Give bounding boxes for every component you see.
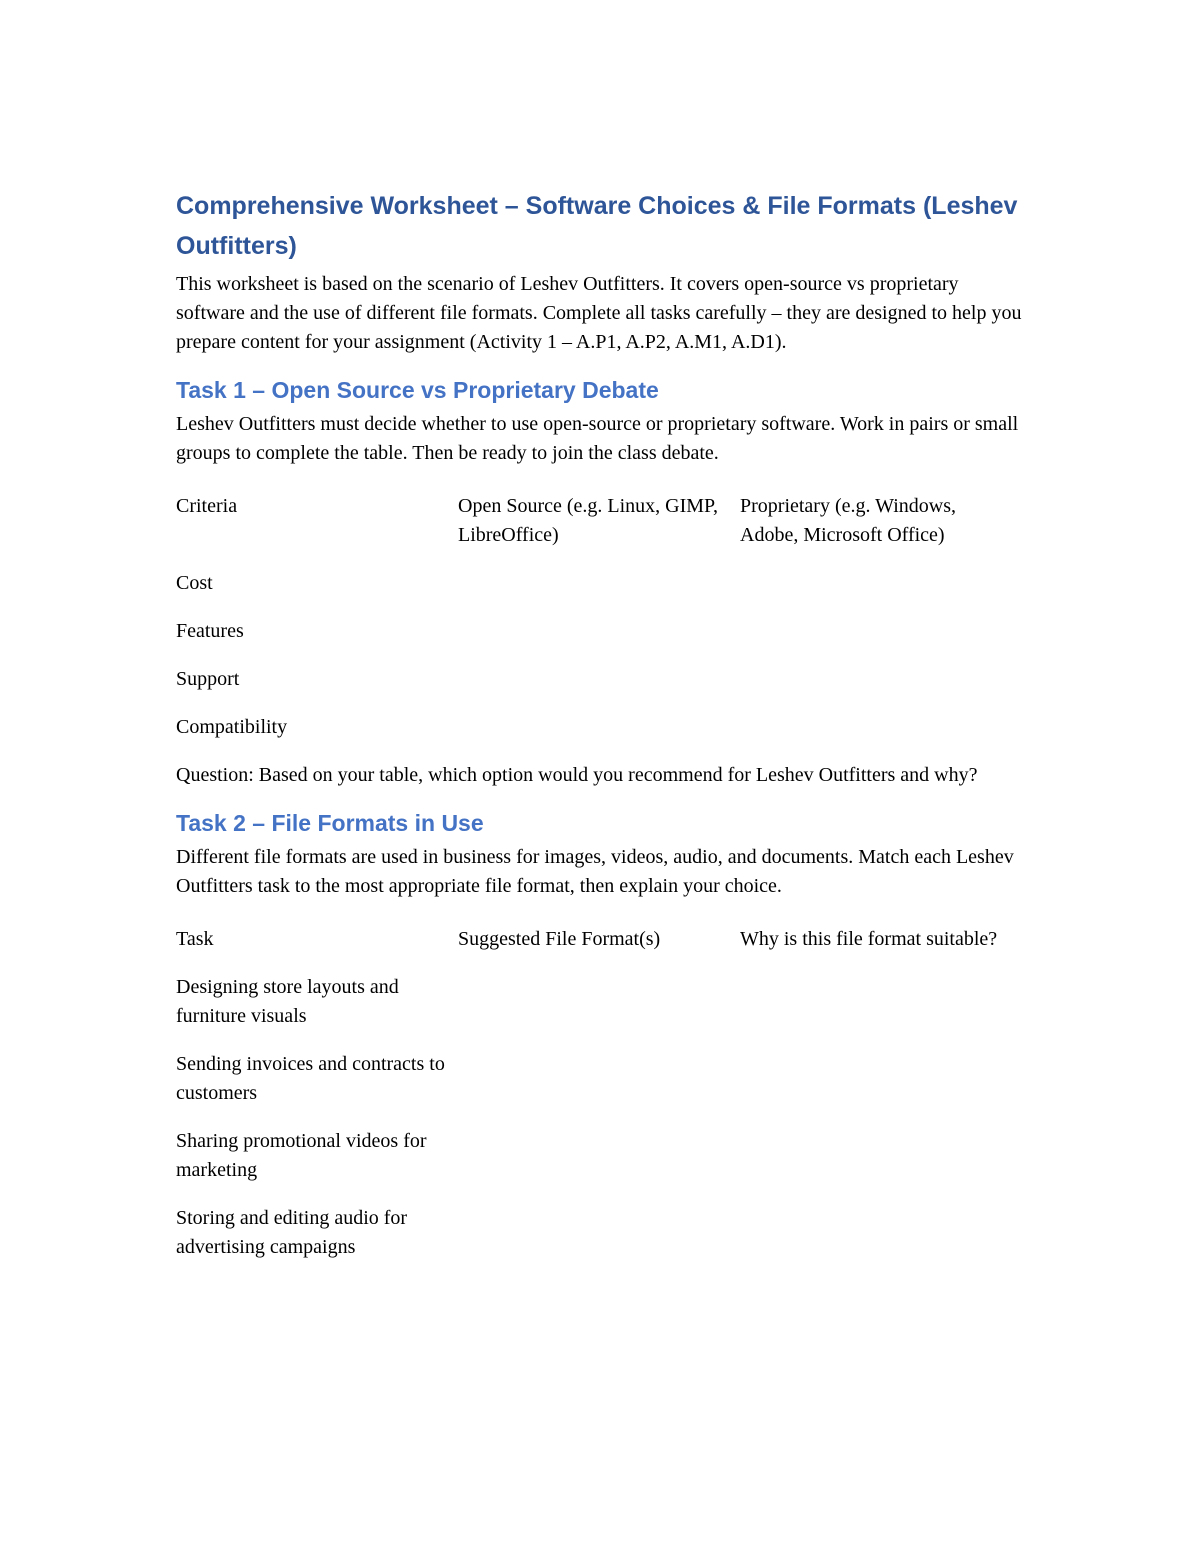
column-header-proprietary: Proprietary (e.g. Windows, Adobe, Microsoft Office): [740, 495, 957, 546]
row-label-invoices: Sending invoices and contracts to customers: [176, 1053, 445, 1104]
table-row: [176, 569, 1026, 598]
table-row: [176, 1050, 1026, 1108]
empty-cell: [458, 973, 740, 1031]
table-header-row: [176, 492, 1026, 550]
column-header-why-suitable: Why is this file format suitable?: [740, 928, 998, 950]
row-label-audio: Storing and editing audio for advertising campaigns: [176, 1207, 408, 1258]
table-row: [176, 713, 1026, 742]
task2-heading: Task 2 – File Formats in Use: [176, 810, 484, 836]
empty-cell: [740, 569, 1026, 598]
row-label-cost: Cost: [176, 572, 213, 594]
table-row: [176, 973, 1026, 1031]
row-label-support: Support: [176, 668, 240, 690]
empty-cell: [458, 617, 740, 646]
empty-cell: [458, 713, 740, 742]
empty-cell: [740, 1127, 1026, 1185]
table-row: [176, 1204, 1026, 1262]
task1-question: Question: Based on your table, which option would you recommend for Leshev Outfitters and why?: [176, 764, 978, 786]
task2-table: [176, 925, 1026, 1262]
task1-table: [176, 492, 1026, 742]
task1-heading: Task 1 – Open Source vs Proprietary Debate: [176, 377, 659, 403]
table-header-row: [176, 925, 1026, 954]
row-label-promotional-videos: Sharing promotional videos for marketing: [176, 1130, 427, 1181]
task2-description: Different file formats are used in business for images, videos, audio, and documents. Match each Leshev Outfitters task to the most appropriate file format, then explain your choice.: [176, 846, 1014, 897]
table-row: [176, 617, 1026, 646]
table-row: [176, 665, 1026, 694]
empty-cell: [458, 1204, 740, 1262]
empty-cell: [458, 569, 740, 598]
page-title: Comprehensive Worksheet – Software Choices & File Formats (Leshev Outfitters): [176, 192, 1018, 260]
empty-cell: [740, 973, 1026, 1031]
intro-paragraph: This worksheet is based on the scenario of Leshev Outfitters. It covers open-source vs proprietary software and the use of different file formats. Complete all tasks carefully – they are designed to help you prepare content for your assignment (Activity 1 – A.P1, A.P2, A.M1, A.D1).: [176, 273, 1022, 353]
column-header-file-format: Suggested File Format(s): [458, 928, 661, 950]
column-header-task: Task: [176, 928, 214, 950]
task1-description: Leshev Outfitters must decide whether to use open-source or proprietary software. Work in pairs or small groups to complete the table. Then be ready to join the class debate.: [176, 413, 1019, 464]
row-label-features: Features: [176, 620, 244, 642]
row-label-store-layouts: Designing store layouts and furniture visuals: [176, 976, 399, 1027]
row-label-compatibility: Compatibility: [176, 716, 288, 738]
empty-cell: [740, 1050, 1026, 1108]
empty-cell: [740, 1204, 1026, 1262]
empty-cell: [458, 1050, 740, 1108]
table-row: [176, 1127, 1026, 1185]
empty-cell: [740, 713, 1026, 742]
empty-cell: [458, 1127, 740, 1185]
empty-cell: [740, 665, 1026, 694]
empty-cell: [740, 617, 1026, 646]
column-header-criteria: Criteria: [176, 495, 238, 517]
document-page: [176, 186, 1026, 1281]
column-header-open-source: Open Source (e.g. Linux, GIMP, LibreOffice): [458, 495, 718, 546]
empty-cell: [458, 665, 740, 694]
